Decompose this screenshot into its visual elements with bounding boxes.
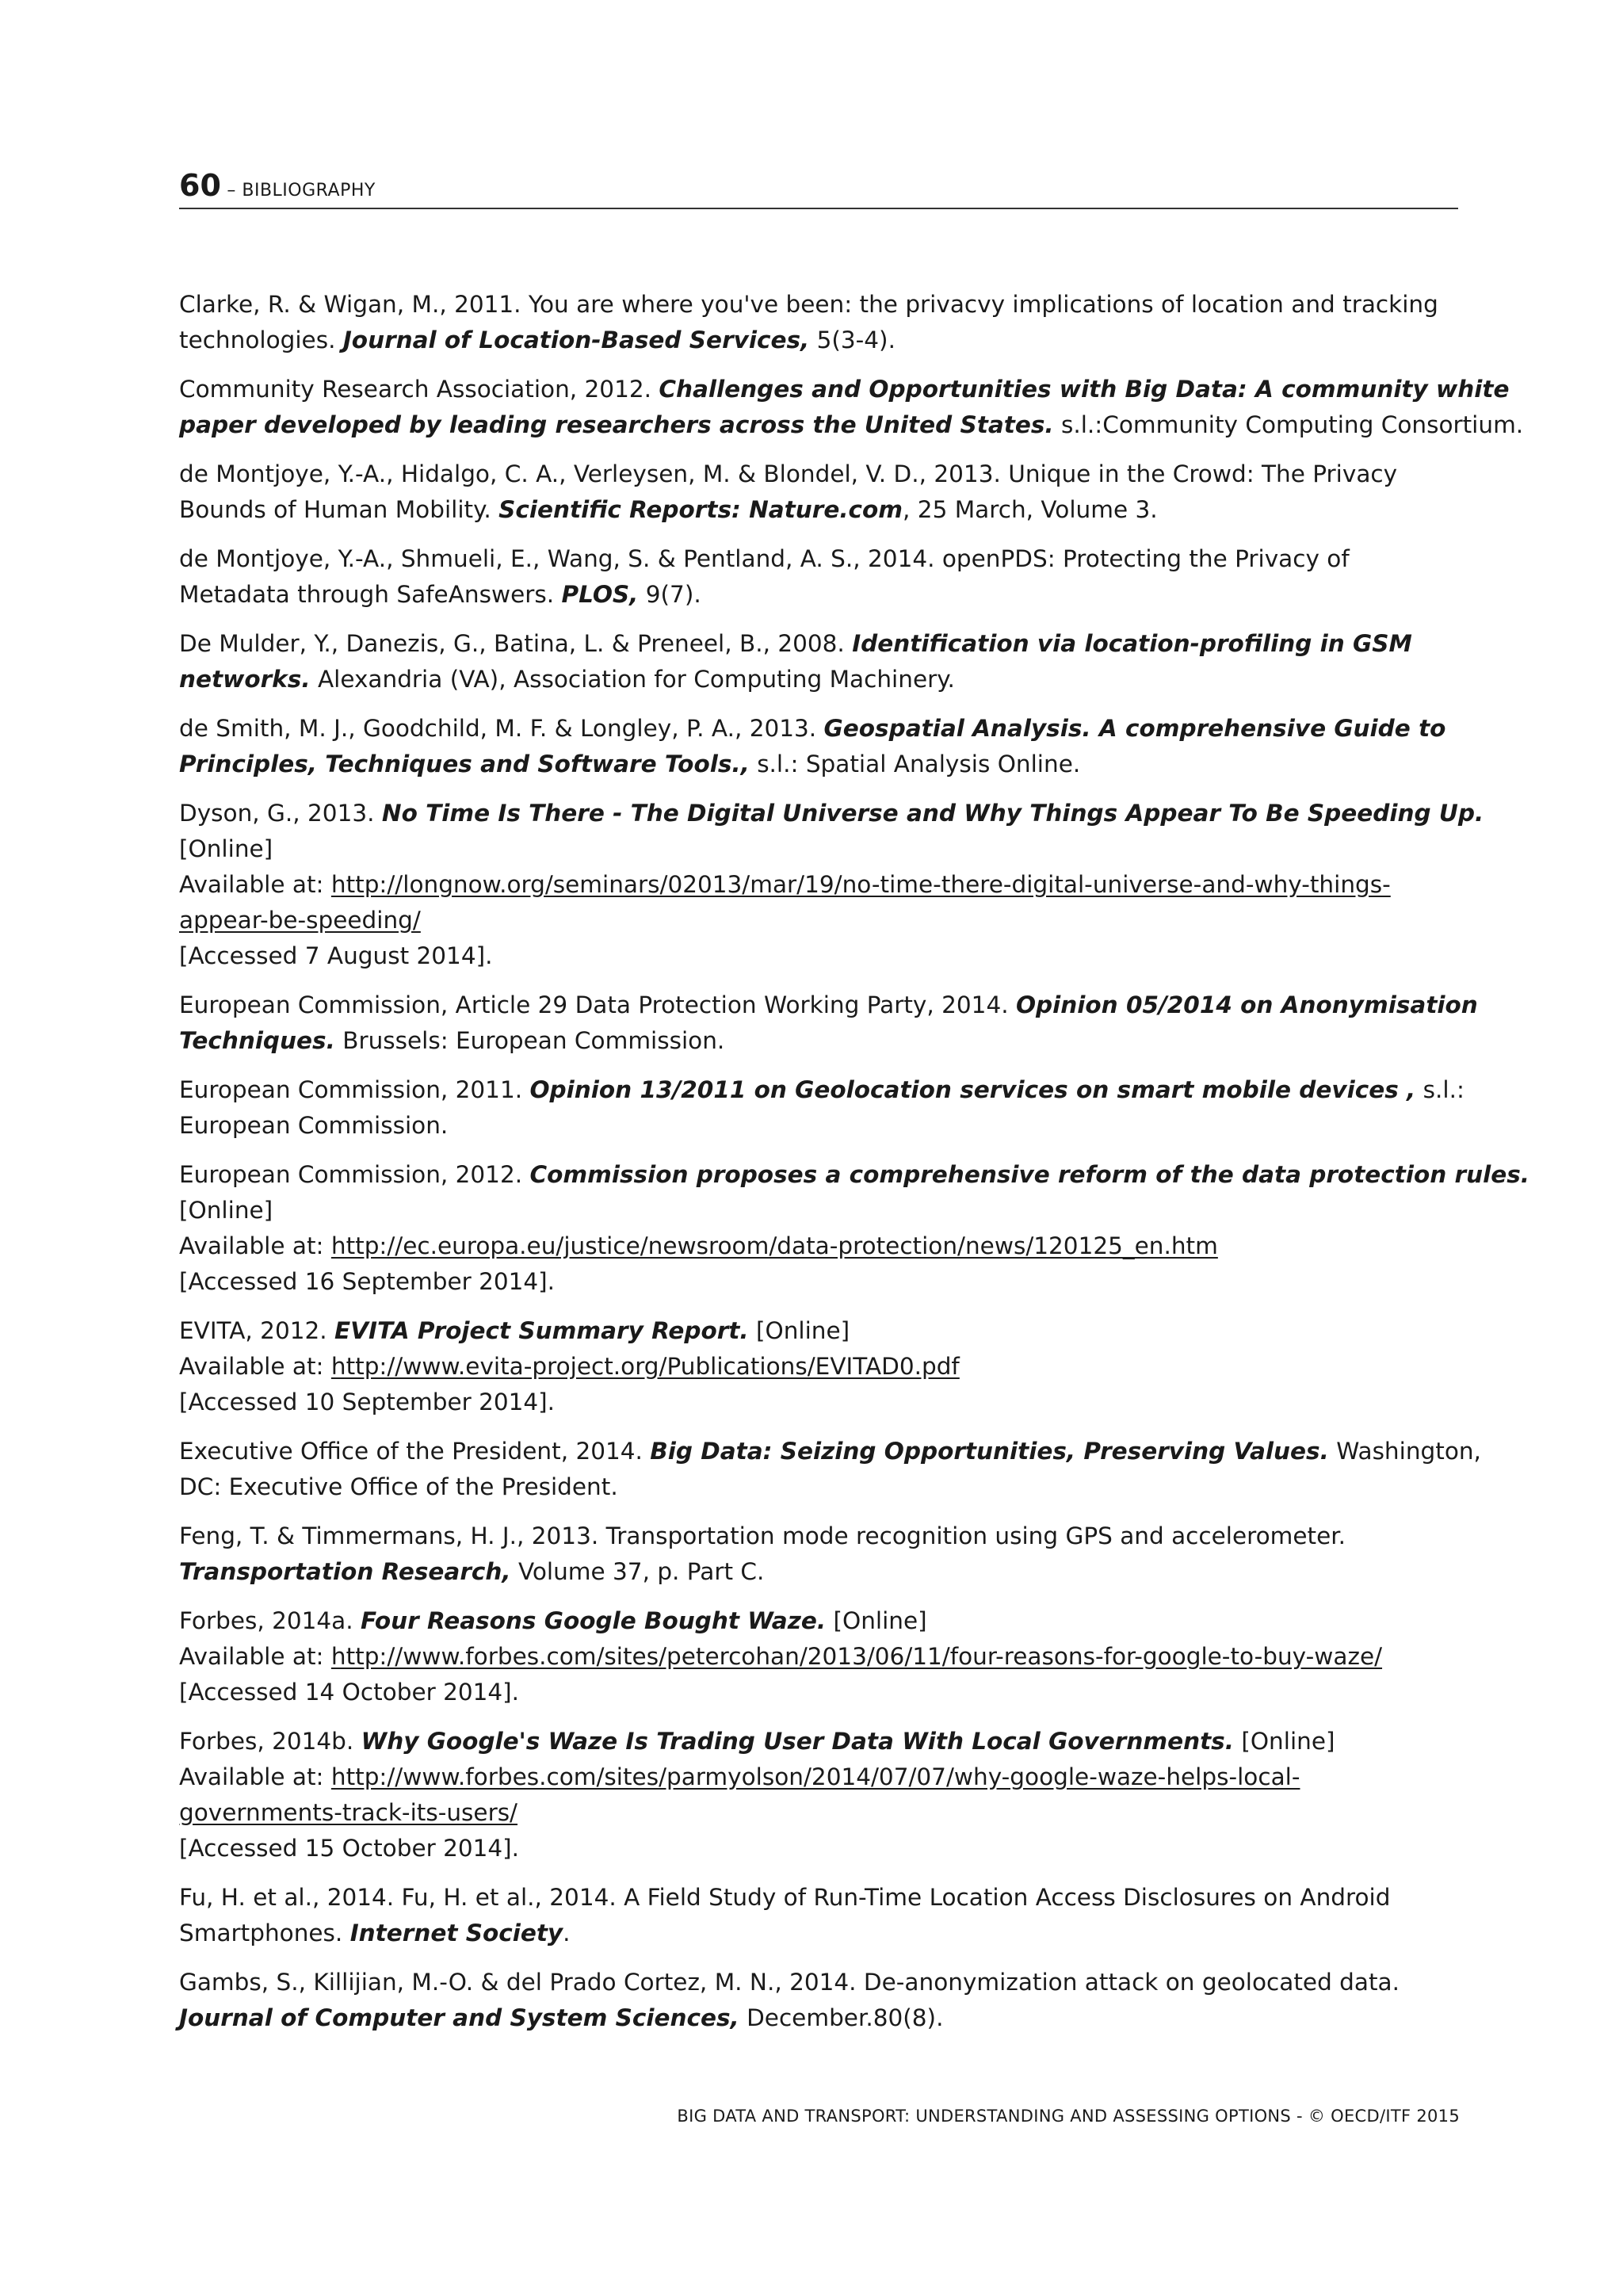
- bibliography-entry: [179, 372, 1524, 443]
- entry-text: de Montjoye, Y.-A., Hidalgo, C. A., Verleysen, M. & Blondel, V. D., 2013. Unique in the Crowd: The Privacy: [179, 460, 1398, 487]
- entry-line: [179, 492, 1463, 528]
- entry-line: [179, 1349, 1463, 1385]
- entry-line: [179, 747, 1463, 782]
- entry-text: Available at:: [179, 1643, 331, 1670]
- entry-text: [Online]: [1233, 1728, 1335, 1755]
- entry-text: European Commission, Article 29 Data Protection Working Party, 2014.: [179, 991, 1016, 1018]
- entry-line: [179, 577, 1463, 613]
- bibliography-entry: [179, 1880, 1463, 1951]
- entry-text: European Commission, 2011.: [179, 1076, 530, 1103]
- entry-text: Feng, T. & Timmermans, H. J., 2013. Transportation mode recognition using GPS and accelerometer.: [179, 1522, 1346, 1549]
- reference-link[interactable]: http://www.forbes.com/sites/parmyolson/2014/07/07/why-google-waze-helps-local-: [330, 1763, 1300, 1790]
- entry-text: Available at:: [179, 1763, 331, 1790]
- entry-text: Available at:: [179, 1232, 331, 1259]
- entry-text: Clarke, R. & Wigan, M., 2011. You are where you've been: the privacvy implications of location and tracking: [179, 291, 1438, 318]
- entry-text: Forbes, 2014a.: [179, 1607, 361, 1634]
- entry-line: [179, 1724, 1463, 1759]
- bibliography-entry: [179, 988, 1478, 1059]
- bibliography-entry: [179, 1519, 1463, 1590]
- entry-line: [179, 1385, 1463, 1420]
- entry-line: [179, 1639, 1463, 1675]
- page-header: [179, 168, 1458, 209]
- work-title: paper developed by leading researchers across the United States.: [179, 411, 1054, 438]
- work-title: Big Data: Seizing Opportunities, Preserving Values.: [650, 1438, 1329, 1465]
- entry-line: [179, 1072, 1463, 1108]
- entry-line: [179, 407, 1524, 443]
- entry-text: Washington,: [1328, 1438, 1481, 1465]
- entry-line: [179, 2000, 1463, 2036]
- entry-text: de Smith, M. J., Goodchild, M. F. & Longley, P. A., 2013.: [179, 715, 824, 742]
- work-title: Opinion 13/2011 on Geolocation services on smart mobile devices ,: [529, 1076, 1416, 1103]
- entry-line: [179, 1108, 1463, 1144]
- reference-link[interactable]: http://ec.europa.eu/justice/newsroom/data-protection/news/120125_en.htm: [330, 1232, 1218, 1259]
- entry-line: [179, 796, 1484, 831]
- bibliography-entry: [179, 1072, 1463, 1144]
- entry-line: [179, 1469, 1463, 1505]
- entry-text: Dyson, G., 2013.: [179, 800, 382, 827]
- entry-text: .: [563, 1920, 571, 1946]
- work-title: Opinion 05/2014 on Anonymisation: [1015, 991, 1478, 1018]
- entry-line: [179, 1434, 1481, 1469]
- bibliography-entry: [179, 1157, 1529, 1300]
- work-title: Challenges and Opportunities with Big Data: A community white: [659, 376, 1510, 403]
- entry-line: [179, 1554, 1463, 1590]
- entry-line: [179, 662, 1463, 697]
- section-title: – BIBLIOGRAPHY: [220, 181, 376, 201]
- bibliography-entry: [179, 1434, 1481, 1505]
- bibliography-list: [179, 287, 1529, 2050]
- entry-text: Smartphones.: [179, 1920, 350, 1946]
- reference-link[interactable]: http://longnow.org/seminars/02013/mar/19/no-time-there-digital-universe-and-why-things-: [330, 871, 1391, 898]
- work-title: Journal of Location-Based Services,: [342, 327, 810, 353]
- entry-text: Fu, H. et al., 2014. Fu, H. et al., 2014. A Field Study of Run-Time Location Access Disclosures on Android: [179, 1884, 1391, 1911]
- work-title: Journal of Computer and System Sciences,: [179, 2004, 739, 2031]
- entry-line: [179, 1313, 1463, 1349]
- entry-line: [179, 988, 1478, 1023]
- entry-text: Forbes, 2014b.: [179, 1728, 361, 1755]
- entry-text: [Accessed 14 October 2014].: [179, 1679, 520, 1706]
- entry-line: [179, 372, 1510, 407]
- entry-text: [Online]: [826, 1607, 927, 1634]
- entry-text: Alexandria (VA), Association for Computing Machinery.: [310, 666, 955, 693]
- entry-line: [179, 1880, 1463, 1916]
- entry-line: [179, 867, 1463, 903]
- entry-text: [Online]: [179, 835, 273, 862]
- bibliography-entry: [179, 1313, 1463, 1420]
- entry-text: Bounds of Human Mobility.: [179, 496, 499, 523]
- work-title: Geospatial Analysis. A comprehensive Guide to: [823, 715, 1446, 742]
- bibliography-entry: [179, 541, 1463, 613]
- entry-line: [179, 1193, 1463, 1228]
- work-title: EVITA Project Summary Report.: [334, 1317, 749, 1344]
- entry-text: Available at:: [179, 1353, 331, 1380]
- entry-text: December.80(8).: [739, 2004, 944, 2031]
- entry-text: Brussels: European Commission.: [334, 1027, 725, 1054]
- work-title: Commission proposes a comprehensive reform of the data protection rules.: [529, 1161, 1529, 1188]
- entry-line: [179, 1675, 1463, 1710]
- entry-line: [179, 1228, 1463, 1264]
- entry-text: s.l.: Spatial Analysis Online.: [749, 751, 1081, 777]
- reference-link[interactable]: http://www.evita-project.org/Publications/EVITAD0.pdf: [330, 1353, 960, 1380]
- entry-line: [179, 541, 1463, 577]
- entry-text: , 25 March, Volume 3.: [903, 496, 1158, 523]
- bibliography-entry: [179, 457, 1463, 528]
- entry-text: [Online]: [748, 1317, 850, 1344]
- entry-text: European Commission.: [179, 1112, 449, 1139]
- entry-text: 9(7).: [638, 581, 701, 608]
- work-title: Techniques.: [179, 1027, 335, 1054]
- entry-line: [179, 938, 1463, 974]
- entry-line: [179, 457, 1463, 492]
- bibliography-entry: [179, 711, 1463, 782]
- work-title: PLOS,: [561, 581, 639, 608]
- bibliography-entry: [179, 796, 1484, 974]
- work-title: No Time Is There - The Digital Universe and Why Things Appear To Be Speeding Up.: [381, 800, 1484, 827]
- work-title: Four Reasons Google Bought Waze.: [361, 1607, 827, 1634]
- entry-text: technologies.: [179, 327, 343, 353]
- entry-text: DC: Executive Office of the President.: [179, 1473, 618, 1500]
- work-title: Scientific Reports: Nature.com: [498, 496, 903, 523]
- entry-text: [Accessed 7 August 2014].: [179, 942, 493, 969]
- bibliography-entry: [179, 1603, 1463, 1710]
- work-title: Why Google's Waze Is Trading User Data With Local Governments.: [361, 1728, 1234, 1755]
- entry-text: s.l.:: [1415, 1076, 1465, 1103]
- entry-line: [179, 1759, 1463, 1795]
- page-footer: BIG DATA AND TRANSPORT: UNDERSTANDING AND ASSESSING OPTIONS - © OECD/ITF 2015: [677, 2107, 1460, 2126]
- entry-text: De Mulder, Y., Danezis, G., Batina, L. & Preneel, B., 2008.: [179, 630, 853, 657]
- entry-line: [179, 1264, 1463, 1300]
- entry-text: Executive Office of the President, 2014.: [179, 1438, 651, 1465]
- entry-text: Volume 37, p. Part C.: [510, 1558, 765, 1585]
- entry-line: [179, 1519, 1463, 1554]
- entry-line: [179, 1831, 1463, 1866]
- reference-link[interactable]: governments-track-its-users/: [179, 1799, 518, 1826]
- work-title: Internet Society: [349, 1920, 563, 1946]
- reference-link[interactable]: http://www.forbes.com/sites/petercohan/2013/06/11/four-reasons-for-google-to-buy-waze/: [330, 1643, 1383, 1670]
- reference-link[interactable]: appear-be-speeding/: [179, 907, 421, 934]
- entry-line: [179, 1023, 1463, 1059]
- entry-text: EVITA, 2012.: [179, 1317, 335, 1344]
- work-title: networks.: [179, 666, 311, 693]
- bibliography-entry: [179, 626, 1463, 697]
- work-title: Principles, Techniques and Software Tools.,: [179, 751, 750, 777]
- work-title: Transportation Research,: [179, 1558, 511, 1585]
- entry-text: de Montjoye, Y.-A., Shmueli, E., Wang, S. & Pentland, A. S., 2014. openPDS: Protecting the Privacy of: [179, 545, 1350, 572]
- entry-text: Gambs, S., Killijian, M.-O. & del Prado Cortez, M. N., 2014. De-anonymization attack on geolocated data.: [179, 1969, 1400, 1996]
- bibliography-entry: [179, 1724, 1463, 1866]
- entry-text: [Accessed 10 September 2014].: [179, 1389, 556, 1415]
- entry-line: [179, 287, 1463, 323]
- entry-text: [Online]: [179, 1197, 273, 1224]
- entry-line: [179, 323, 1463, 358]
- entry-line: [179, 626, 1463, 662]
- bibliography-entry: [179, 287, 1463, 358]
- entry-line: [179, 1603, 1463, 1639]
- page-number: 60: [179, 168, 221, 203]
- entry-text: s.l.:Community Computing Consortium.: [1053, 411, 1524, 438]
- entry-text: Community Research Association, 2012.: [179, 376, 659, 403]
- entry-text: [Accessed 15 October 2014].: [179, 1835, 520, 1862]
- entry-line: [179, 1916, 1463, 1951]
- entry-text: [Accessed 16 September 2014].: [179, 1268, 556, 1295]
- entry-text: European Commission, 2012.: [179, 1161, 530, 1188]
- work-title: Identification via location-profiling in GSM: [852, 630, 1412, 657]
- bibliography-entry: [179, 1965, 1463, 2036]
- entry-line: [179, 831, 1463, 867]
- entry-line: [179, 1157, 1529, 1193]
- entry-text: 5(3-4).: [809, 327, 896, 353]
- entry-text: Available at:: [179, 871, 331, 898]
- entry-text: Metadata through SafeAnswers.: [179, 581, 562, 608]
- entry-line: [179, 903, 1463, 938]
- entry-line: [179, 1795, 1463, 1831]
- entry-line: [179, 1965, 1463, 2000]
- entry-line: [179, 711, 1463, 747]
